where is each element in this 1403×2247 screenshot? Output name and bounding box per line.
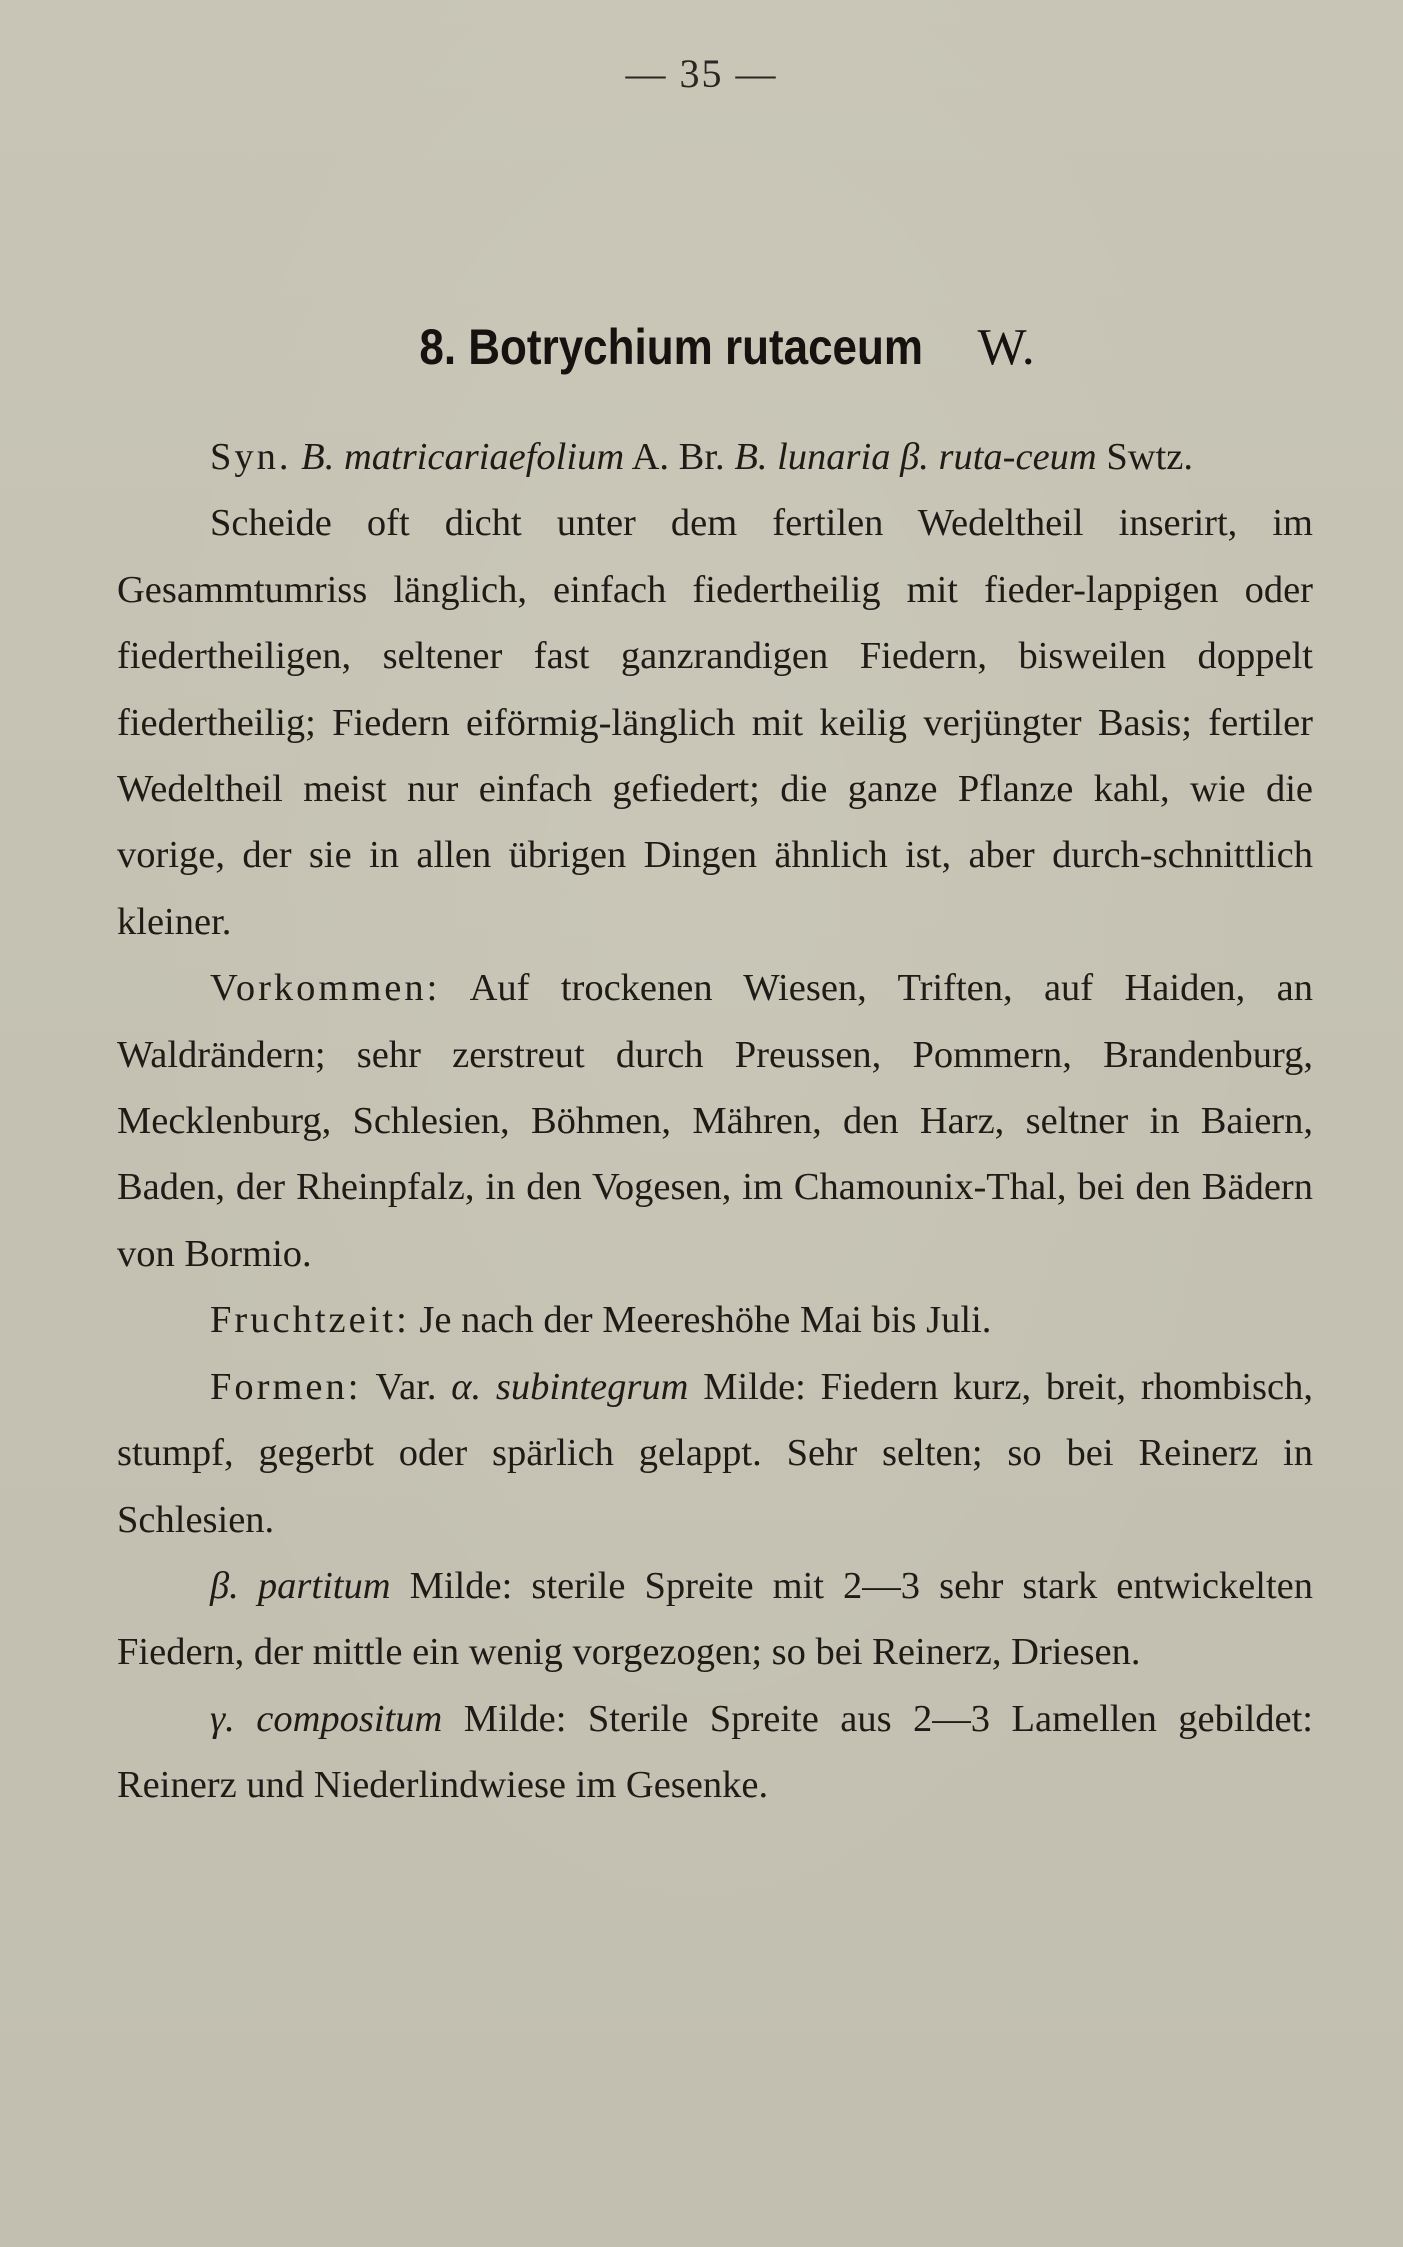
synonyms-text-2: A. Br. <box>624 436 735 478</box>
fruiting-time-paragraph <box>117 1287 1313 1353</box>
partitum-text: Milde: sterile Spreite mit 2—3 sehr stark entwickelten Fiedern, der mittle ein wenig vorgezogen; so bei Reinerz, Driesen. <box>117 1564 1313 1674</box>
species-heading <box>0 318 1403 377</box>
description-paragraph: Scheide oft dicht unter dem fertilen Wedeltheil inserirt, im Gesammtumriss länglich, einfach fiedertheilig mit fieder-lappigen oder fiedertheiligen, seltener fast ganzrandigen Fiedern, bisweilen doppelt fiedertheilig; Fiedern eiförmig-länglich mit keilig verjüngter Basis; fertiler Wedeltheil meist nur einfach gefiedert; die ganze Pflanze kahl, wie die vorige, der sie in allen übrigen Dingen ähnlich ist, aber durch-schnittlich kleiner. <box>117 502 1313 943</box>
synonyms-paragraph <box>117 424 1313 490</box>
synonyms-label: Syn. <box>210 436 292 478</box>
page-number: — 35 — <box>625 51 778 96</box>
synonyms-text-3: Swtz. <box>1096 436 1193 478</box>
occurrence-label: Vorkommen: <box>210 967 441 1010</box>
partitum-paragraph <box>117 1553 1313 1686</box>
compositum-paragraph <box>117 1686 1313 1819</box>
occurrence-paragraph <box>117 955 1313 1287</box>
forms-text-1: Var. <box>361 1365 452 1408</box>
compositum-text: Milde: Sterile Spreite aus 2—3 Lamellen gebildet: Reinerz und Niederlindwiese im Gesenke. <box>117 1697 1313 1807</box>
synonyms-text-1 <box>292 436 302 478</box>
forms-text-2: Milde: Fiedern kurz, breit, rhombisch, stumpf, gegerbt oder spärlich gelappt. Sehr selten; so bei Reinerz in Schlesien. <box>117 1365 1313 1541</box>
forms-paragraph <box>117 1354 1313 1553</box>
forms-label: Formen: <box>210 1365 362 1408</box>
synonym-lunaria: B. lunaria β. ruta-ceum <box>734 436 1097 478</box>
variety-partitum: β. partitum <box>210 1564 391 1607</box>
species-name: 8. Botrychium rutaceum <box>419 319 924 375</box>
variety-subintegrum: α. subintegrum <box>451 1365 689 1408</box>
fruiting-time-label: Fruchtzeit: <box>210 1299 410 1342</box>
occurrence-text: Auf trockenen Wiesen, Triften, auf Haiden, an Waldrändern; sehr zerstreut durch Preussen, Pommern, Brandenburg, Mecklenburg, Schlesien, Böhmen, Mähren, den Harz, seltner in Baiern, Baden, der Rheinpfalz, in den Vogesen, im Chamounix-Thal, bei den Bädern von Bormio. <box>117 967 1313 1275</box>
fruiting-time-text: Je nach der Meereshöhe Mai bis Juli. <box>409 1299 992 1342</box>
body-text <box>117 424 1313 1819</box>
synonym-matricariaefolium: B. matricariaefolium <box>301 436 625 478</box>
species-author: W. <box>977 319 1035 376</box>
variety-compositum: γ. compositum <box>210 1697 443 1740</box>
